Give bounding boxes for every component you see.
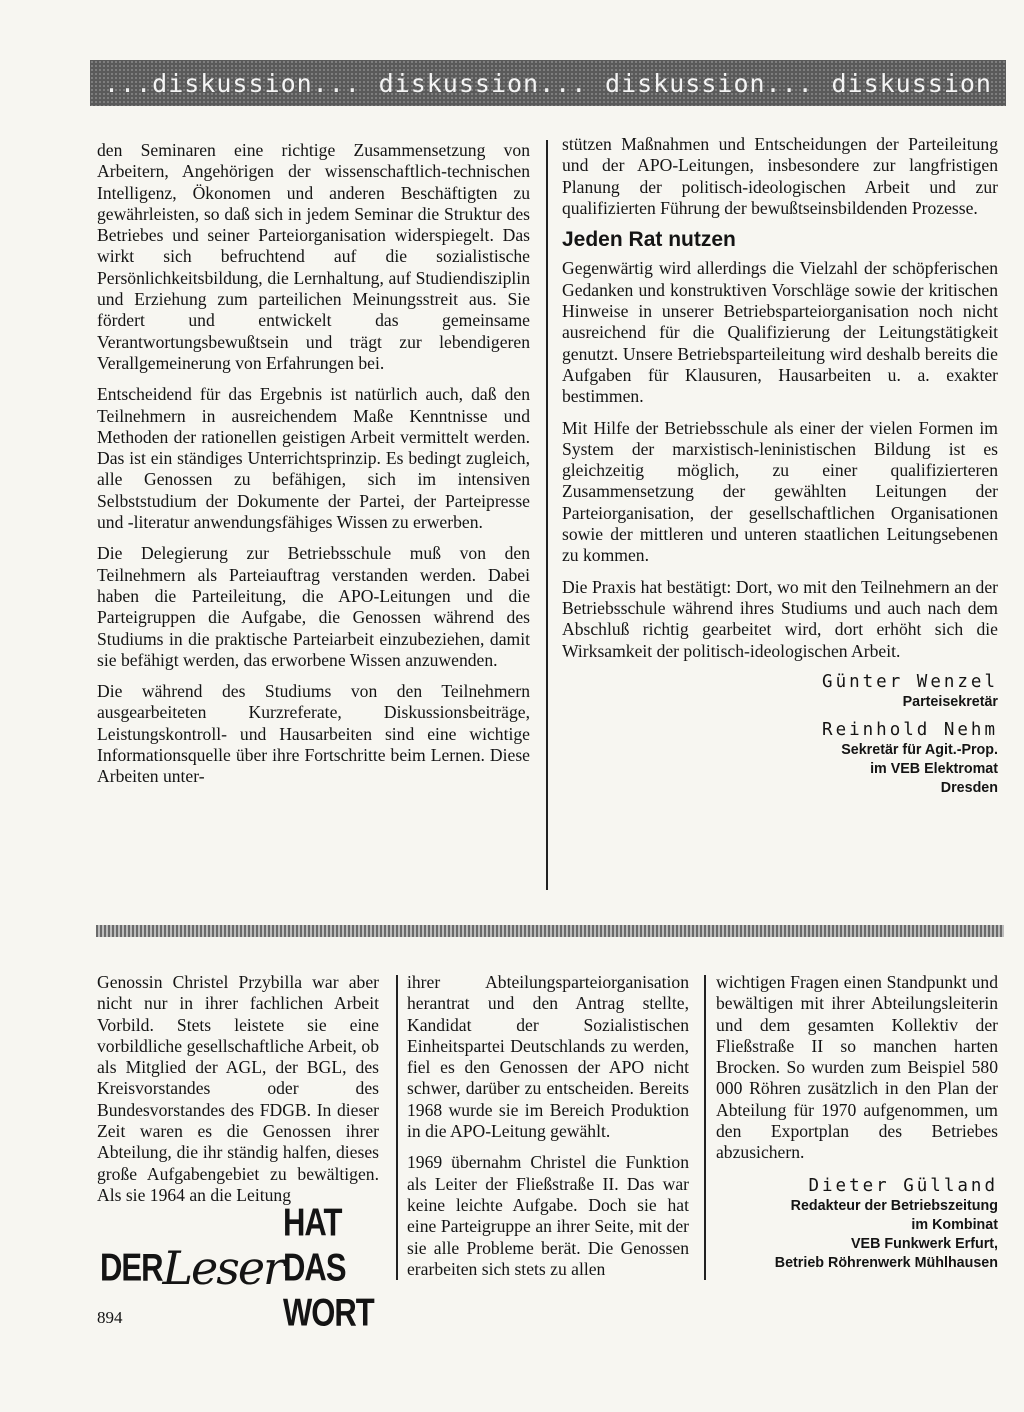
top-article-column-right bbox=[562, 134, 998, 798]
paragraph: den Seminaren eine richtige Zusammensetzung von Arbeitern, Angehörigen der wissenschaftlich-technischen Intelligenz, Ökonomen und anderen Beschäftigten zu gewährleisten, so daß sich in jedem Seminar die Struktur des Betriebes und seiner Parteiorganisation widerspiegelt. Das wirkt sich befruchtend auf die sozialistische Persönlichkeitsbildung, die Lernhaltung, auf Studiendisziplin und Erziehung zum parteilichen Meinungsstreit aus. Sie fördert und entwickelt das gemeinsame Verantwortungsbewußtsein und trägt zur lebendigeren Verallgemeinerung von Erfahrungen bei. bbox=[97, 140, 530, 373]
banner-word: diskussion bbox=[831, 68, 992, 98]
diskussion-banner bbox=[90, 60, 1006, 106]
column-divider bbox=[704, 975, 706, 1280]
banner-word: diskussion... bbox=[378, 68, 588, 98]
logo-word: HAT DAS WORT bbox=[283, 1200, 374, 1335]
paragraph: Die Praxis hat bestätigt: Dort, wo mit den Teilnehmern an der Betriebsschule während ihres Studiums und auch nach dem Abschluß richtig gearbeitet wird, dort erhöht sich die Wirksamkeit der politisch-ideologischen Arbeit. bbox=[562, 576, 998, 661]
paragraph: Die Delegierung zur Betriebsschule muß von den Teilnehmern als Parteiauftrag verstanden werden. Dabei haben die Parteileitung, die APO-Leitungen und die Parteigruppen die Aufgabe, die Genossen während des Studiums in die praktische Parteiarbeit einzubeziehen, damit sie befähigt werden, das erworbene Wissen anzuwenden. bbox=[97, 543, 530, 670]
section-separator bbox=[96, 925, 1004, 937]
signature-role: Parteisekretär bbox=[902, 694, 998, 711]
page-number: 894 bbox=[97, 1308, 123, 1327]
signature-role: Redakteur der Betriebszeitung bbox=[790, 1197, 998, 1214]
paragraph: ihrer Abteilungsparteiorganisation herantrat und den Antrag stellte, Kandidat der Sozialistischen Einheitspartei Deutschlands zu werden, fiel es den Genossen der APO nicht schwer, darüber zu entscheiden. Bereits 1968 wurde sie im Bereich Produktion in die APO-Leitung gewählt. bbox=[407, 972, 689, 1142]
bottom-article-column-3 bbox=[716, 972, 998, 1273]
logo-word: DER bbox=[100, 1245, 163, 1290]
column-divider bbox=[396, 975, 398, 1280]
paragraph: wichtigen Fragen einen Standpunkt und bewältigen mit ihrer Abteilungsleiterin und dem gesamten Kollektiv der Fließstraße II so manchen harten Brocken. So wurden zum Beispiel 580 000 Röhren zusätzlich in den Plan der Abteilung für 1970 aufgenommen, um den Exportplan des Betriebes abzusichern. bbox=[716, 972, 998, 1163]
signature-nehm bbox=[562, 720, 998, 798]
banner-word: diskussion... bbox=[605, 68, 814, 98]
signature-role: VEB Funkwerk Erfurt, bbox=[851, 1235, 998, 1252]
signature-name: Reinhold Nehm bbox=[822, 720, 998, 741]
section-heading: Jeden Rat nutzen bbox=[562, 228, 736, 252]
top-article-column-left bbox=[97, 140, 530, 798]
signature-role: im Kombinat bbox=[911, 1216, 998, 1233]
banner-word: ...diskussion... bbox=[104, 68, 361, 98]
paragraph: stützen Maßnahmen und Entscheidungen der Parteileitung und der APO-Leitungen, insbesondere zur langfristigen Planung der politisch-ideologischen Arbeit und zur qualifizierten Führung der bewußtseinsbildenden Prozesse. bbox=[562, 134, 998, 218]
logo-script-word: Leser bbox=[162, 1241, 284, 1295]
paragraph: 1969 übernahm Christel die Funktion als Leiter der Fließstraße II. Das war keine leichte Aufgabe. Doch sie hat eine Parteigruppe an ihrer Seite, mit der sie alle Probleme berät. Die Genossen erarbeiten sich stets zu allen bbox=[407, 1152, 689, 1279]
signature-name: Günter Wenzel bbox=[822, 671, 998, 692]
bottom-article-column-1 bbox=[97, 972, 379, 1216]
signature-name: Dieter Gülland bbox=[808, 1175, 998, 1196]
column-divider bbox=[546, 140, 548, 890]
signature-guelland bbox=[716, 1176, 998, 1273]
paragraph: Genossin Christel Przybilla war aber nicht nur in ihrer fachlichen Arbeit Vorbild. Stets leistete sie eine vorbildliche gesellschaftliche Arbeit, ob als Mitglied der AGL, der BGL, des Kreisvorstandes oder des Bundesvorstandes des FDGB. In dieser Zeit waren es die Genossen ihrer Abteilung, die ihr ständig halfen, dieses große Aufgabengebiet zu bewältigen. Als sie 1964 an die Leitung bbox=[97, 972, 379, 1205]
paragraph: Die während des Studiums von den Teilnehmern ausgearbeiteten Kurzreferate, Diskussionsbeiträge, Leistungskontroll- und Hausarbeiten sind eine wichtige Informationsquelle über ihre Fortschritte beim Lernen. Diese Arbeiten unter- bbox=[97, 681, 530, 787]
signature-role: im VEB Elektromat bbox=[870, 761, 998, 778]
signature-role: Betrieb Röhrenwerk Mühlhausen bbox=[774, 1254, 998, 1271]
paragraph: Entscheidend für das Ergebnis ist natürlich auch, daß den Teilnehmern in ausreichendem Maße Kenntnisse und Methoden der rationellen geistigen Arbeit vermittelt werden. Das ist ein ständiges Unterrichtsprinzip. Es bedingt zugleich, alle Genossen zu befähigen, sich im intensiven Selbststudium der Dokumente der Partei, der Parteipresse und -literatur anwendungsfähiges Wissen zu erwerben. bbox=[97, 384, 530, 533]
signature-role: Sekretär für Agit.-Prop. bbox=[841, 742, 998, 759]
paragraph: Gegenwärtig wird allerdings die Vielzahl der schöpferischen Gedanken und konstruktiven Vorschläge sowie der kritischen Hinweise in unserer Betriebsparteiorganisation noch nicht ausreichend für die Qualifizierung der Leitungstätigkeit genutzt. Unsere Betriebsparteileitung wird deshalb bereits die Aufgaben für Klausuren, Hausarbeiten u. a. exakter bestimmen. bbox=[562, 258, 998, 407]
bottom-article-column-2 bbox=[407, 972, 689, 1290]
signature-wenzel bbox=[562, 672, 998, 712]
signature-role: Dresden bbox=[940, 780, 998, 797]
paragraph: Mit Hilfe der Betriebsschule als einer der vielen Formen im System der marxistisch-leninistischen Bildung ist es gleichzeitig möglich, zu einer qualifizierteren Zusammensetzung der gewählten Leitungen der Parteiorganisation, der gesellschaftlichen Organisationen sowie der mittleren und unteren staatlichen Leitungsebenen zu kommen. bbox=[562, 417, 998, 566]
